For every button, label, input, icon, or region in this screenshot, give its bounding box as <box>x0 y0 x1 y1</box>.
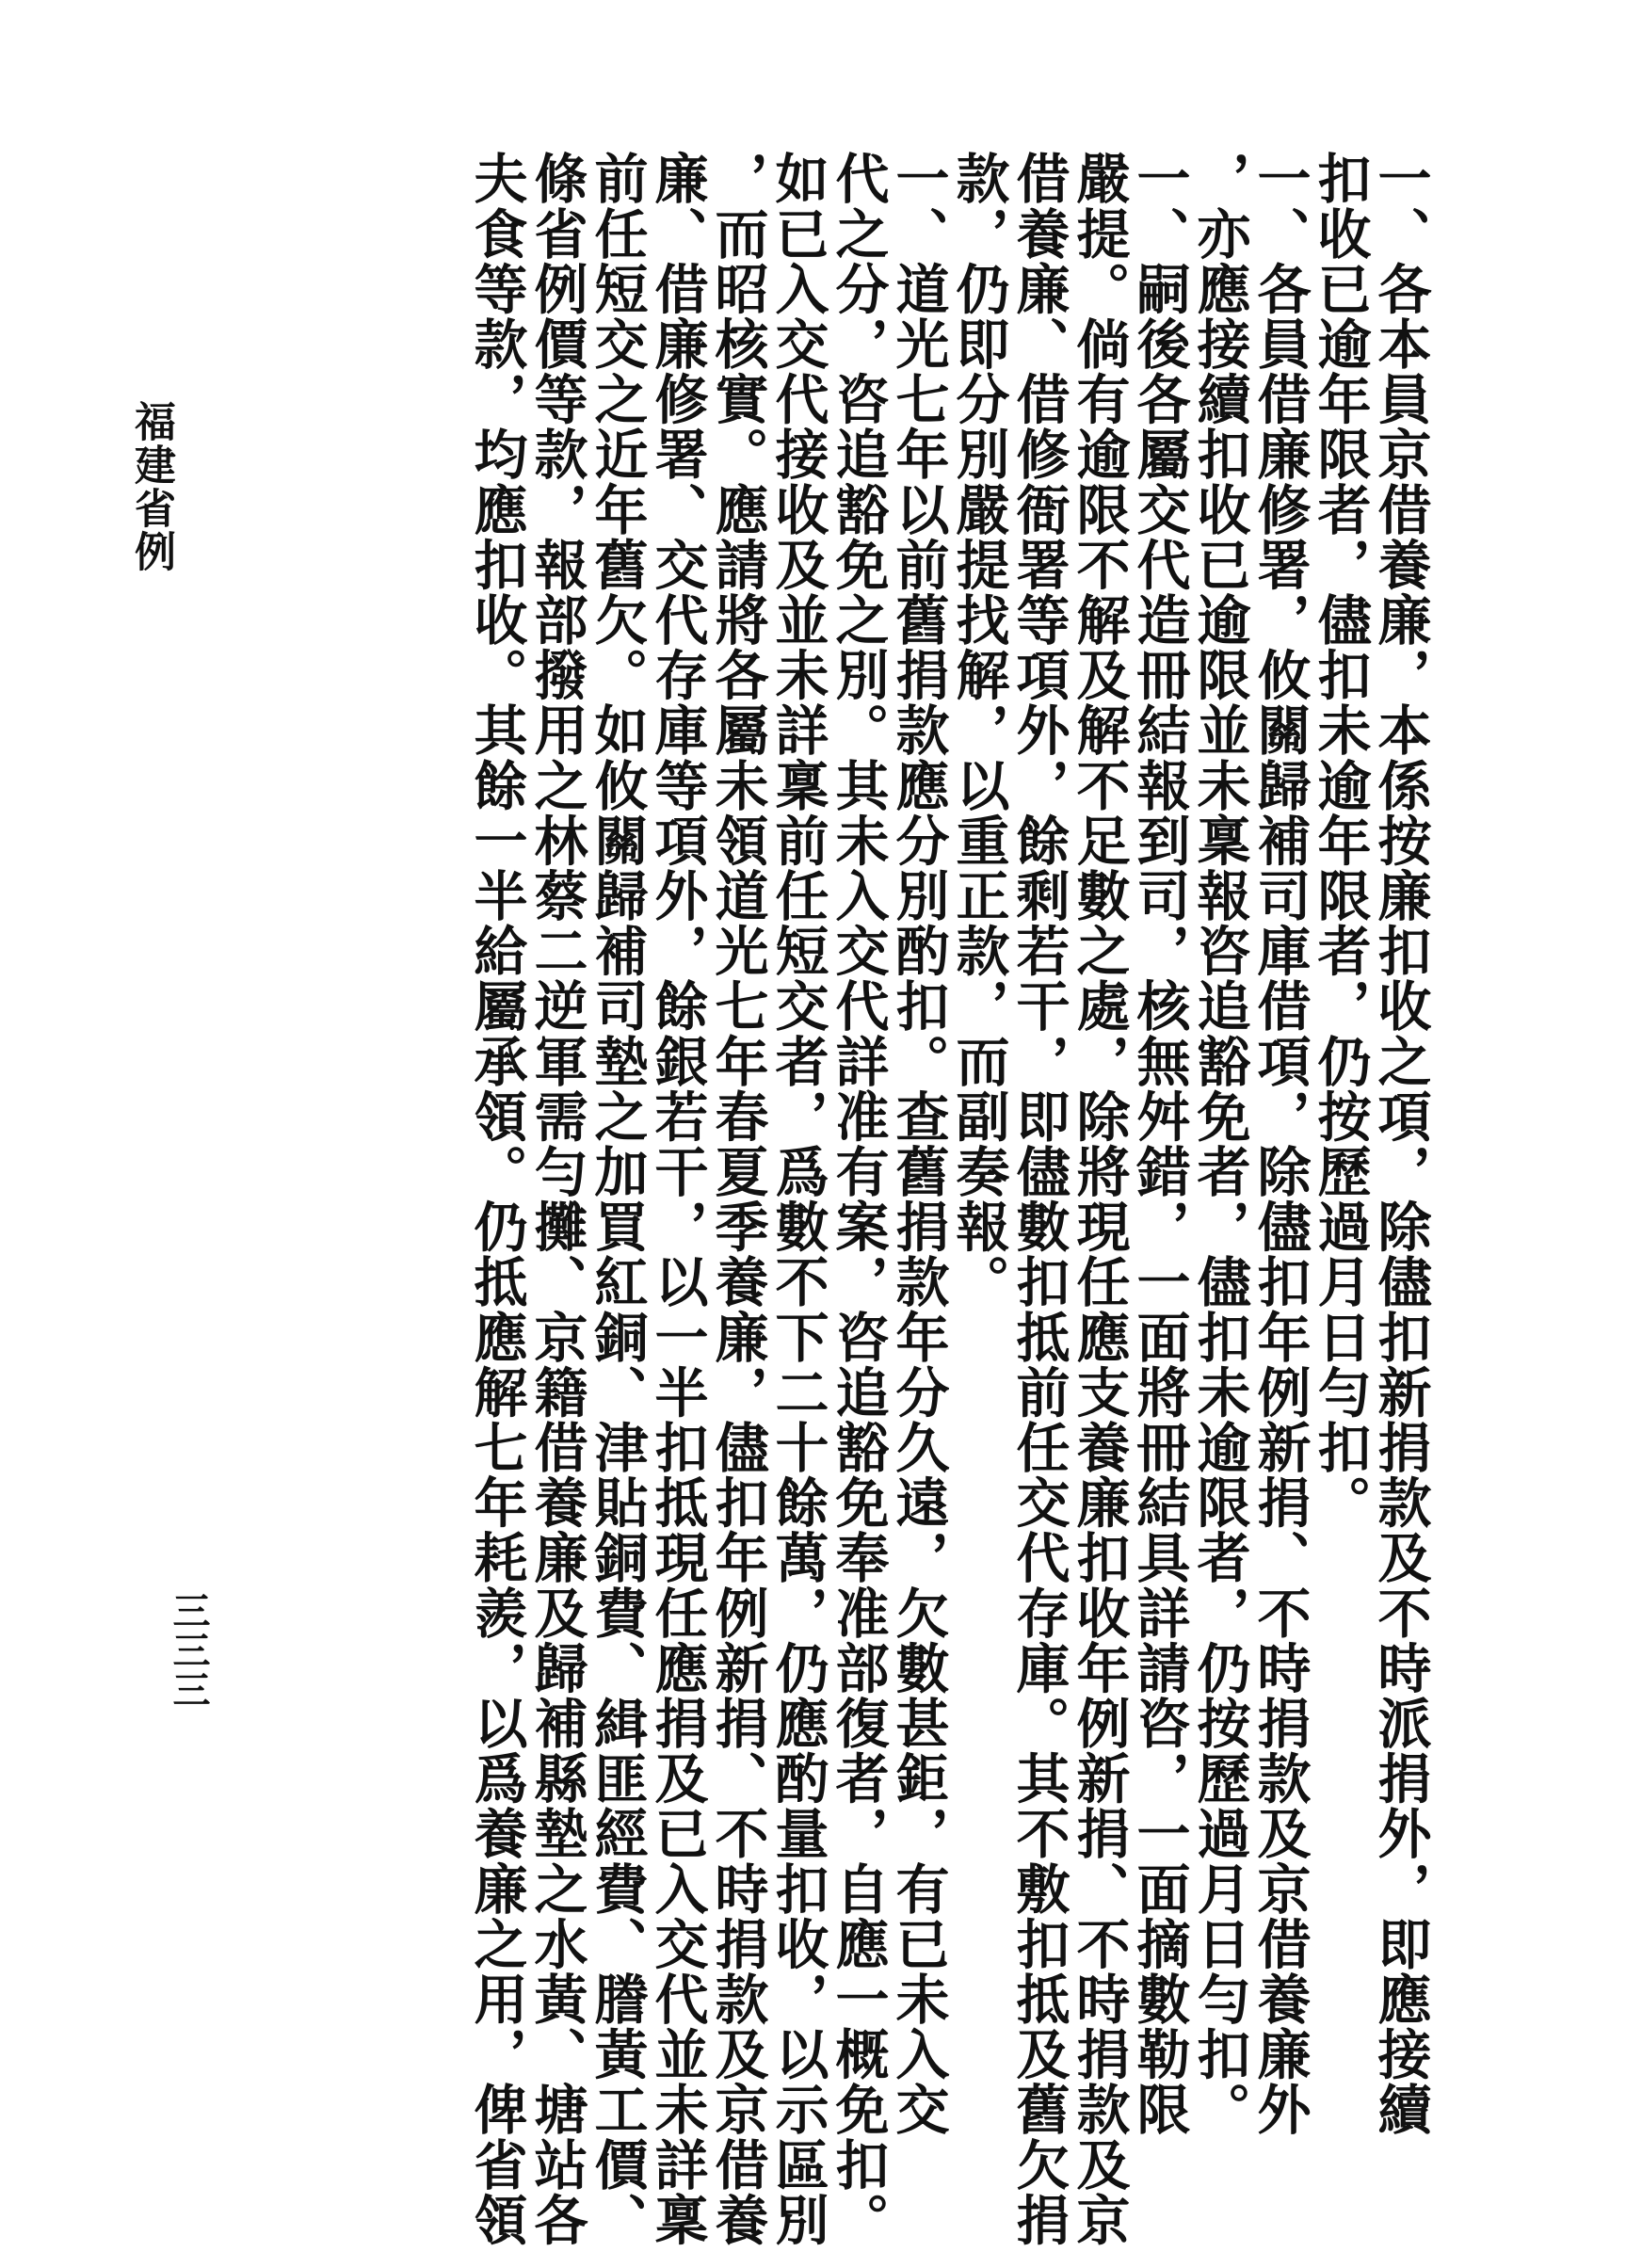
text-column-16: 夫食等款，均應扣收。其餘一半給屬承領。仍抵應解七年耗羨，以爲養廉之用，俾省領 <box>465 151 528 2247</box>
text-column-9: 一、道光七年以前舊捐款應分別酌扣。查舊捐款年分久遠，欠數甚鉅，有已未入交 <box>887 151 950 2137</box>
running-title: 福建省例 <box>127 400 175 573</box>
text-column-8: 款，仍即分別嚴提找解，以重正款，而副奏報。 <box>947 151 1010 1310</box>
text-column-13: 廉、借廉修署、交代存庫等項外，餘銀若干，以一半扣抵現任應捐及已入交代並未詳稟 <box>646 151 709 2247</box>
text-column-1: 一、各本員京借養廉，本係按廉扣收之項，除儘扣新捐款及不時派捐外，即應接續 <box>1369 151 1432 2137</box>
text-column-2: 扣收已逾年限者，儘扣未逾年限者，仍按歷過月日勻扣。 <box>1309 151 1372 1530</box>
text-column-7: 借養廉、借修衙署等項外，餘剩若干，即儘數扣抵前任交代存庫。其不敷扣抵及舊欠捐 <box>1007 151 1071 2247</box>
text-column-4: ，亦應接續扣收已逾限並未稟報咨追豁免者，儘扣未逾限者，仍按歷過月日勻扣。 <box>1188 151 1251 2137</box>
text-column-3: 一、各員借廉修署，攸關歸補司庫借項，除儘扣年例新捐、不時捐款及京借養廉外 <box>1248 151 1312 2137</box>
page-number: 三三三 <box>167 1591 211 1710</box>
text-column-6: 嚴提。倘有逾限不解及解不足數之處，除將現任應支養廉扣收年例新捐、不時捐款及京 <box>1068 151 1131 2247</box>
main-text-block <box>206 151 1432 2247</box>
text-column-5: 一、嗣後各屬交代造冊結報到司，核無舛錯，一面將冊結具詳請咨，一面摘數勒限 <box>1128 151 1191 2137</box>
text-column-10: 代之分，咨追豁免之別。其未入交代詳准有案，咨追豁免奉准部復者，自應一概免扣。 <box>827 151 890 2247</box>
text-column-12: ，而昭核實。應請將各屬未領道光七年春夏季養廉，儘扣年例新捐、不時捐款及京借養 <box>706 151 769 2247</box>
text-column-11: 如已入交代接收及並未詳稟前任短交者，爲數不下二十餘萬，仍應酌量扣收，以示區別 <box>766 151 829 2247</box>
text-column-14: 前任短交之近年舊欠。如攸關歸補司墊之加買紅銅、津貼銅費、緝匪經費、謄黃工價、 <box>586 151 649 2247</box>
text-column-15: 條省例價等款，報部撥用之林蔡二逆軍需勻攤、京籍借養廉及歸補縣墊之水黃、塘站各 <box>525 151 588 2247</box>
